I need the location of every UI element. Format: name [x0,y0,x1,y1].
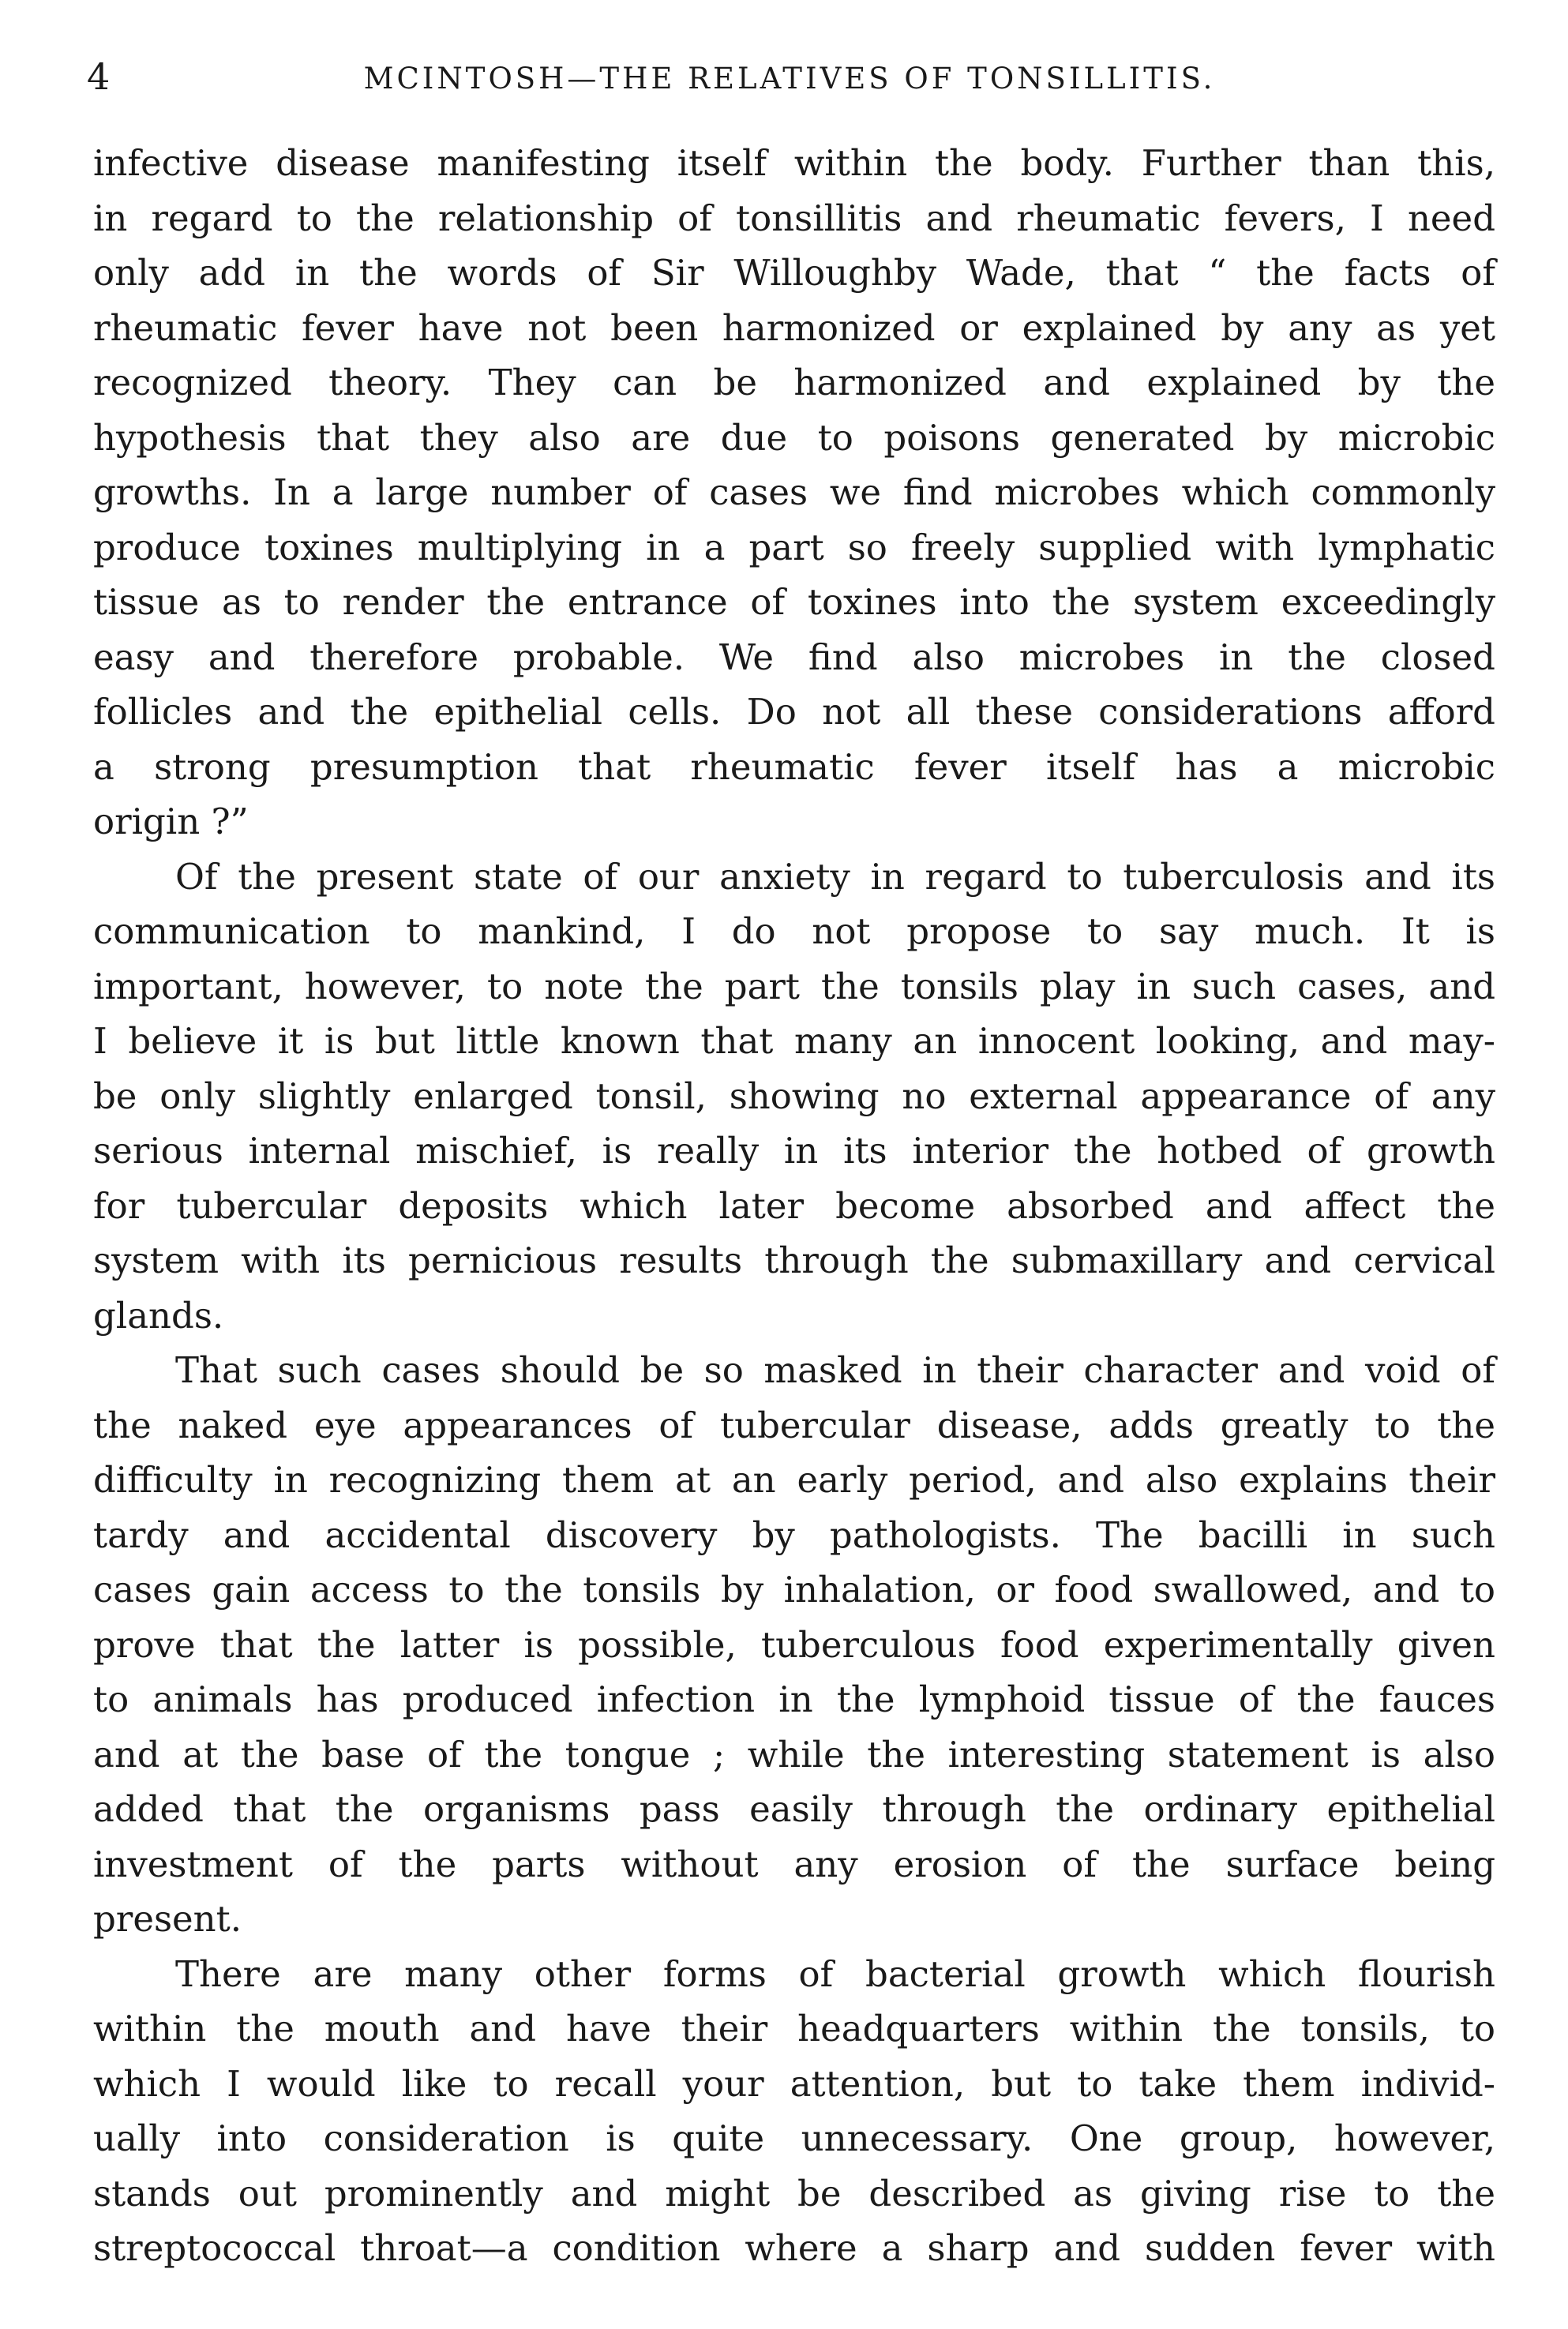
text-line: be only slightly enlarged tonsil, showing no external appearance of any [93,1074,1495,1117]
text-line: the naked eye appearances of tubercular disease, adds greatly to the [93,1404,1495,1446]
text-line: for tubercular deposits which later become absorbed and affect the [93,1184,1495,1227]
running-title: MCINTOSH—THE RELATIVES OF TONSILLITIS. [363,62,1216,96]
text-line: growths. In a large number of cases we find microbes which commonly [93,471,1495,513]
text-line: tardy and accidental discovery by pathologists. The bacilli in such [93,1513,1495,1556]
text-line: streptococcal throat—a condition where a sharp and sudden fever with [93,2227,1495,2269]
text-line: There are many other forms of bacterial growth which flourish [175,1952,1495,1995]
text-line: within the mouth and have their headquarters within the tonsils, to [93,2008,1495,2050]
text-line: system with its pernicious results through the submaxillary and cervical [93,1240,1495,1281]
text-line: important, however, to note the part the tonsils play in such cases, and [93,965,1495,1007]
text-line: added that the organisms pass easily through the ordinary epithelial [93,1788,1495,1830]
text-line: glands. [93,1294,224,1337]
text-line: investment of the parts without any erosion of the surface being [93,1843,1495,1885]
text-line: rheumatic fever have not been harmonized or explained by any as yet [93,306,1495,349]
text-line: which I would like to recall your attention, but to take them individ- [93,2062,1495,2105]
text-line: hypothesis that they also are due to poisons generated by microbic [93,416,1495,459]
paragraph [93,849,1495,1344]
text-line: produce toxines multiplying in a part so freely supplied with lymphatic [93,526,1495,568]
text-line: and at the base of the tongue ; while the interesting statement is also [93,1733,1495,1776]
paragraph [93,1343,1495,1947]
text-line: prove that the latter is possible, tuberculous food experimentally given [93,1623,1495,1666]
text-line: recognized theory. They can be harmonized and explained by the [93,362,1495,403]
text-line: I believe it is but little known that many an innocent looking, and may- [93,1020,1495,1062]
text-line: follicles and the epithelial cells. Do not all these considerations afford [93,691,1495,733]
text-line: communication to mankind, I do not propose to say much. It is [93,910,1495,952]
text-line: serious internal mischief, is really in its interior the hotbed of growth [93,1130,1495,1172]
text-line: in regard to the relationship of tonsillitis and rheumatic fevers, I need [93,197,1495,239]
paragraph [93,136,1495,849]
text-line: to animals has produced infection in the lymphoid tissue of the fauces [93,1678,1495,1720]
page-header [87,49,1492,104]
text-line: present. [93,1898,242,1940]
text-line: Of the present state of our anxiety in regard to tuberculosis and its [175,855,1495,898]
text-line: origin ?” [93,801,249,842]
text-line: only add in the words of Sir Willoughby Wade, that “ the facts of [93,252,1495,294]
text-line: cases gain access to the tonsils by inhalation, or food swallowed, and to [93,1569,1495,1611]
text-line: tissue as to render the entrance of toxines into the system exceedingly [93,581,1495,623]
body-text [93,136,1495,2276]
text-line: a strong presumption that rheumatic fever itself has a microbic [93,745,1495,788]
text-line: ually into consideration is quite unnecessary. One group, however, [93,2117,1495,2159]
paragraph [93,1947,1495,2276]
page-number: 4 [87,55,111,98]
text-line: difficulty in recognizing them at an early period, and also explains their [93,1459,1495,1501]
text-line: easy and therefore probable. We find also microbes in the closed [93,636,1495,678]
text-line: stands out prominently and might be described as giving rise to the [93,2172,1495,2215]
text-line: infective disease manifesting itself within the body. Further than this, [93,142,1495,184]
text-line: That such cases should be so masked in their character and void of [175,1349,1495,1391]
